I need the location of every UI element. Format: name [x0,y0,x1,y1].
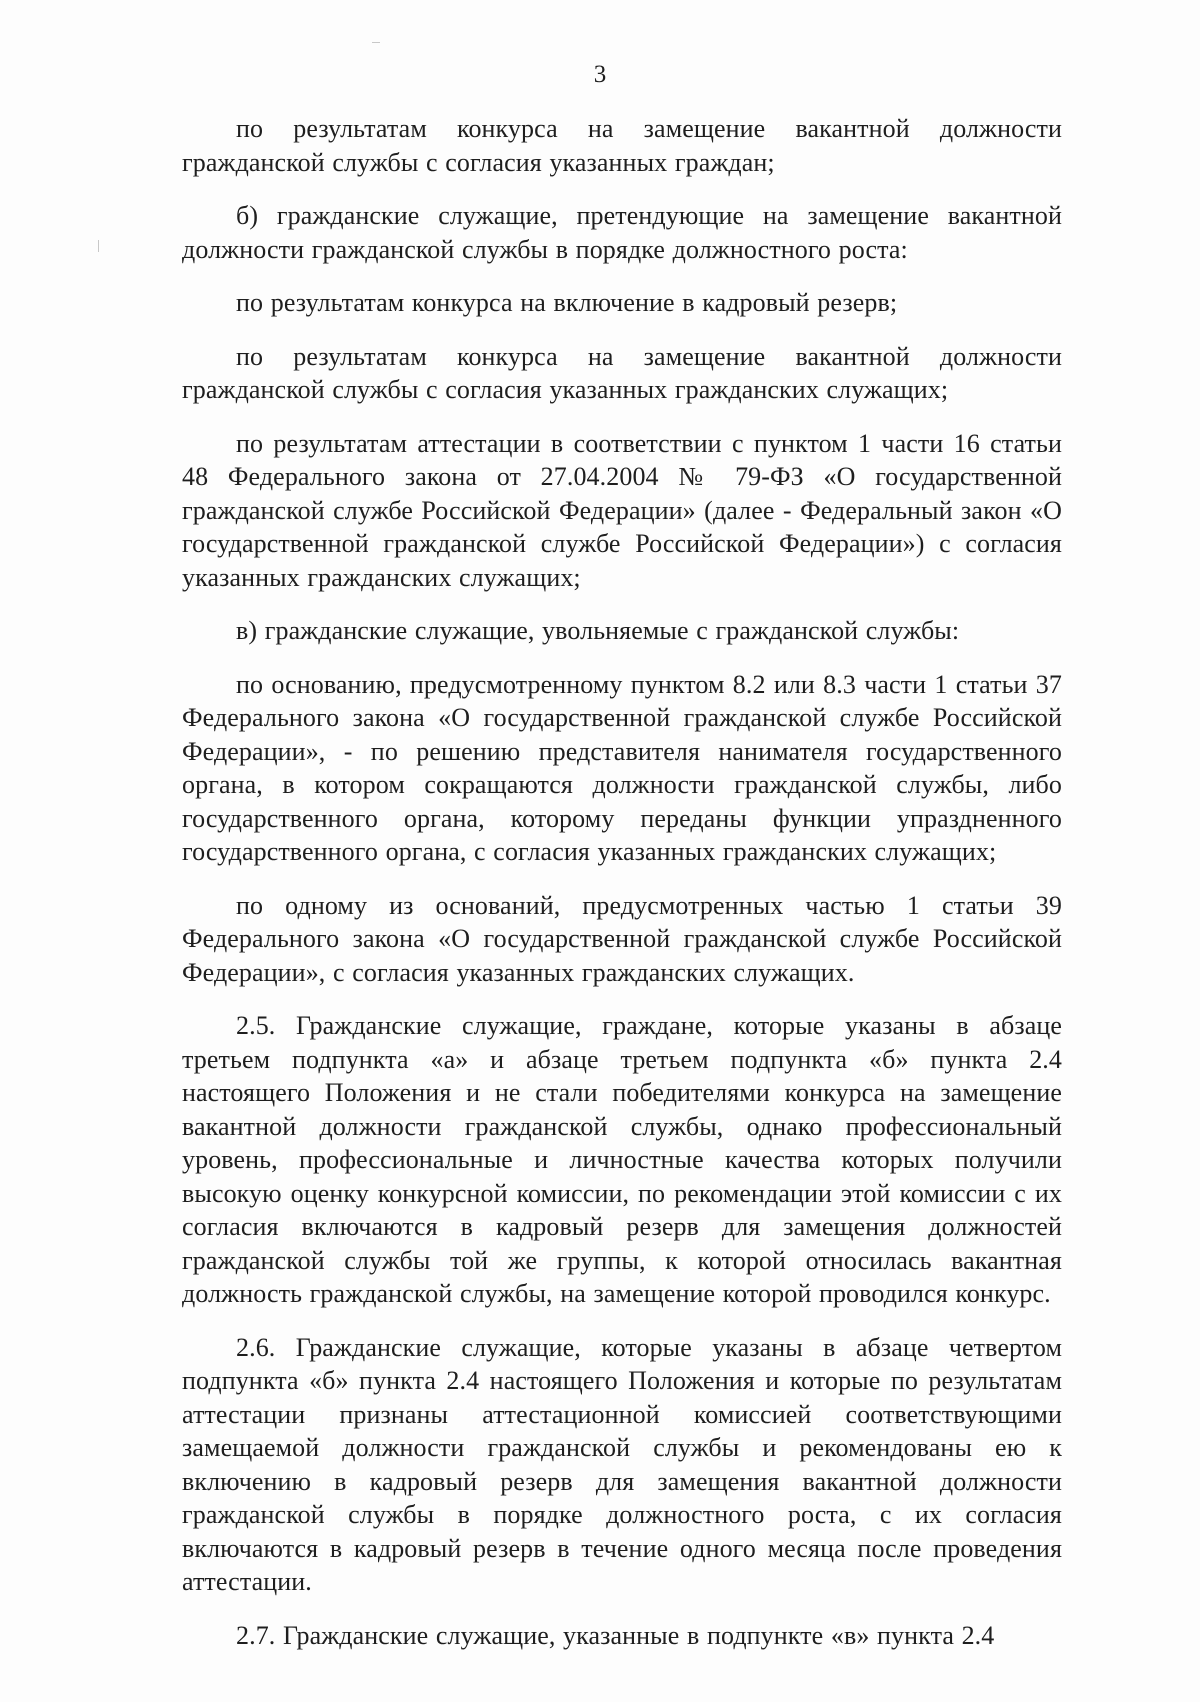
document-body [182,112,1062,1670]
paragraph: 2.7. Гражданские служащие, указанные в подпункте «в» пункта 2.4 [236,1620,995,1650]
scan-speck [372,42,380,43]
paragraph: по основанию, предусмотренному пунктом 8.2 или 8.3 части 1 статьи 37 Федерального закона «О государственной гражданской службе Российской Федерации», - по решению представителя нанимателя государственного органа, в котором сокращаются должности гражданской службы, либо государственного органа, которому переданы функции упраздненного государственного органа, с согласия указанных гражданских служащих; [182,669,1062,866]
paragraph: в) гражданские служащие, увольняемые с гражданской службы: [236,616,960,645]
paragraph: по результатам аттестации в соответствии с пунктом 1 части 16 статьи 48 Федерального закона от 27.04.2004 № 79-ФЗ «О государственной гражданской службе Российской Федерации» (далее - Федеральный закон «О государственной гражданской службе Российской Федерации») с согласия указанных гражданских служащих; [182,428,1062,592]
page-number: 3 [593,61,607,88]
paragraph: по результатам конкурса на замещение вакантной должности гражданской службы с согласия указанных граждан; [182,114,1062,177]
paragraph: б) гражданские служащие, претендующие на замещение вакантной должности гражданской службы в порядке должностного роста: [182,201,1062,264]
scan-speck [98,240,99,252]
paragraph: 2.6. Гражданские служащие, которые указаны в абзаце четвертом подпункта «б» пункта 2.4 настоящего Положения и которые по результатам аттестации признаны аттестационной комиссией соответствующими замещаемой должности гражданской службы и рекомендованы ею к включению в кадровый резерв для замещения вакантной должности гражданской службы в порядке должностного роста, с их согласия включаются в кадровый резерв в течение одного месяца после проведения аттестации. [182,1332,1062,1596]
paragraph: 2.5. Гражданские служащие, граждане, которые указаны в абзаце третьем подпункта «а» и абзаце третьем подпункта «б» пункта 2.4 настоящего Положения и не стали победителями конкурса на замещение вакантной должности гражданской службы, однако профессиональный уровень, профессиональные и личностные качества которых получили высокую оценку конкурсной комиссии, по рекомендации этой комиссии с их согласия включаются в кадровый резерв для замещения должностей гражданской службы той же группы, к которой относилась вакантная должность гражданской службы, на замещение которой проводился конкурс. [182,1011,1062,1308]
paragraph: по результатам конкурса на замещение вакантной должности гражданской службы с согласия указанных гражданских служащих; [182,341,1062,404]
paragraph: по результатам конкурса на включение в кадровый резерв; [236,288,898,317]
paragraph: по одному из оснований, предусмотренных частью 1 статьи 39 Федерального закона «О государственной гражданской службе Российской Федерации», с согласия указанных гражданских служащих. [182,890,1062,987]
